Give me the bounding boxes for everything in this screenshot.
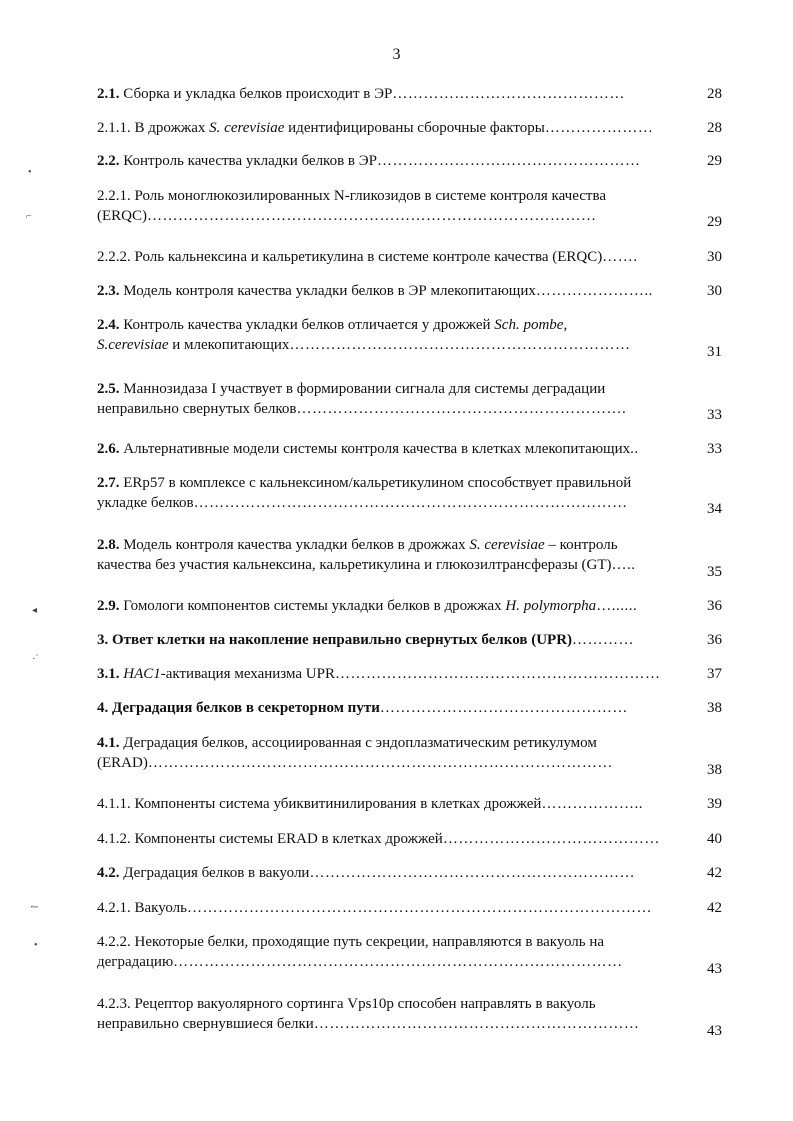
- entry-title-post: – контроль: [544, 537, 618, 553]
- toc-entry: [97, 994, 687, 1034]
- entry-title-cont: деградацию: [97, 954, 174, 970]
- entry-title-cont: (ERAD): [97, 755, 148, 771]
- toc-entry: [97, 630, 687, 650]
- entry-page: 43: [707, 1023, 722, 1039]
- toc-entry: [97, 379, 687, 419]
- entry-page: 28: [707, 86, 722, 102]
- entry-title-pre: Гомологи компонентов системы укладки белков в дрожжах: [123, 598, 506, 614]
- entry-title-post: идентифицированы сборочные факторы: [284, 120, 545, 136]
- entry-title-italic: Sch. pombe: [494, 317, 564, 333]
- leader-dots: …………………: [544, 120, 654, 136]
- entry-title: Компоненты система убиквитинилирования в клетках дрожжей: [134, 796, 542, 812]
- leader-dots: …………………..: [535, 283, 653, 299]
- entry-number: 2.1.1.: [97, 120, 131, 136]
- toc-entry: [97, 151, 687, 171]
- entry-page: 39: [707, 796, 722, 812]
- speck: ⌐: [26, 211, 32, 222]
- entry-page: 33: [707, 407, 722, 423]
- toc-entry: [97, 247, 687, 267]
- entry-title-pre: В дрожжах: [134, 120, 210, 136]
- entry-title-italic: H. polymorpha: [505, 598, 597, 614]
- leader-dots: ………………………………………………………: [309, 865, 635, 881]
- leader-dots: …………: [572, 632, 635, 648]
- leader-dots: …......: [596, 598, 638, 614]
- leader-dots: ……………………………………………………….: [296, 401, 627, 417]
- entry-title-pre: Контроль качества укладки белков отличается у дрожжей: [123, 317, 495, 333]
- entry-title-italic: S. cerevisiae: [209, 120, 285, 136]
- entry-page: 29: [707, 153, 722, 169]
- entry-page: 31: [707, 344, 722, 360]
- entry-number: 3.: [97, 632, 109, 648]
- page-number: 3: [392, 46, 401, 63]
- entry-title: Маннозидаза I участвует в формировании сигнала для системы деградации: [123, 381, 606, 397]
- toc-entry: [97, 733, 687, 773]
- leader-dots: ……………………………………: [442, 831, 660, 847]
- leader-dots: ………………………………………………………………………………: [187, 900, 652, 916]
- entry-page: 37: [707, 666, 722, 682]
- entry-title-post: -активация механизма UPR: [160, 666, 335, 682]
- entry-number: 4.2.2.: [97, 934, 131, 950]
- toc-entry: [97, 698, 687, 718]
- entry-page: 40: [707, 831, 722, 847]
- entry-page: 38: [707, 700, 722, 716]
- entry-title: Ответ клетки на накопление неправильно свернутых белков (UPR): [112, 632, 573, 648]
- entry-page: 28: [707, 120, 722, 136]
- entry-number: 2.4.: [97, 317, 120, 333]
- entry-title: Роль кальнексина и кальретикулина в системе контроле качества (ERQC): [134, 249, 603, 265]
- speck: •: [34, 940, 38, 951]
- entry-title-cont: качества без участия кальнексина, кальретикулина и глюкозилтрансферазы (GT): [97, 557, 612, 573]
- entry-title-italic: HAC1: [123, 666, 161, 682]
- leader-dots: ………………………………………………………………………………: [147, 755, 613, 771]
- entry-number: 2.5.: [97, 381, 120, 397]
- toc-entry: [97, 898, 687, 918]
- toc-entry: [97, 473, 687, 513]
- entry-title: Роль моноглюкозилированных N-гликозидов в системе контроля качества: [134, 188, 607, 204]
- speck: ↼: [30, 902, 39, 913]
- entry-page: 30: [707, 249, 722, 265]
- leader-dots: ………………..: [541, 796, 643, 812]
- speck: •: [28, 167, 32, 178]
- entry-title-italic: S. cerevisiae: [469, 537, 545, 553]
- leader-dots: ………………………………………: [392, 86, 625, 102]
- toc-entry: [97, 535, 687, 575]
- entry-page: 33: [707, 441, 722, 457]
- toc-entry: [97, 439, 687, 459]
- entry-number: 4.2.1.: [97, 900, 131, 916]
- entry-number: 2.2.2.: [97, 249, 131, 265]
- entry-title-cont: укладке белков: [97, 495, 194, 511]
- leader-dots: ……………………………………………………………………………: [147, 208, 597, 224]
- toc-entry: [97, 664, 687, 684]
- entry-number: 2.6.: [97, 441, 120, 457]
- entry-title: Альтернативные модели системы контроля качества в клетках млекопитающих: [123, 441, 631, 457]
- leader-dots: ……………………………………………: [377, 153, 641, 169]
- entry-number: 2.8.: [97, 537, 120, 553]
- entry-page: 34: [707, 501, 722, 517]
- toc-entry: [97, 596, 687, 616]
- entry-number: 4.2.: [97, 865, 120, 881]
- toc-entry: [97, 281, 687, 301]
- leader-dots: …………………………………………………………………………: [193, 495, 628, 511]
- entry-page: 29: [707, 214, 722, 230]
- entry-title: Деградация белков в секреторном пути: [112, 700, 380, 716]
- entry-title-pre: Модель контроля качества укладки белков в дрожжах: [123, 537, 470, 553]
- entry-page: 36: [707, 598, 722, 614]
- entry-page: 42: [707, 900, 722, 916]
- leader-dots: ……………………………………………………………………………: [173, 954, 623, 970]
- toc-entry: [97, 829, 687, 849]
- leader-dots: ..: [630, 441, 639, 457]
- entry-number: 4.1.: [97, 735, 120, 751]
- toc-entry: [97, 84, 687, 104]
- entry-title-italic-2: S.cerevisiae: [97, 337, 169, 353]
- entry-title: Сборка и укладка белков происходит в ЭР: [123, 86, 393, 102]
- entry-number: 2.2.: [97, 153, 120, 169]
- entry-title: Деградация белков, ассоциированная с эндоплазматическим ретикулумом: [123, 735, 597, 751]
- leader-dots: …………………………………………: [379, 700, 628, 716]
- leader-dots: ………………………………………………………: [334, 666, 661, 682]
- toc-entry: [97, 863, 687, 883]
- entry-page: 30: [707, 283, 722, 299]
- entry-title: Некоторые белки, проходящие путь секреции, направляются в вакуоль на: [134, 934, 605, 950]
- entry-page: 42: [707, 865, 722, 881]
- leader-dots: …………………………………………………………: [289, 337, 631, 353]
- entry-number: 2.2.1.: [97, 188, 131, 204]
- leader-dots: …..: [611, 557, 636, 573]
- speck: ◂: [32, 605, 38, 616]
- entry-page: 43: [707, 961, 722, 977]
- entry-title: Вакуоль: [134, 900, 187, 916]
- entry-title-post: ,: [563, 317, 568, 333]
- entry-title-cont: неправильно свернутых белков: [97, 401, 297, 417]
- entry-number: 4.: [97, 700, 109, 716]
- entry-title: Модель контроля качества укладки белков в ЭР млекопитающих: [123, 283, 536, 299]
- toc-entry: [97, 118, 687, 138]
- speck: ·´: [32, 654, 39, 665]
- entry-page: 35: [707, 564, 722, 580]
- entry-title: ERp57 в комплексе с кальнексином/кальретикулином способствует правильной: [123, 475, 632, 491]
- toc-entry: [97, 794, 687, 814]
- entry-number: 4.1.2.: [97, 831, 131, 847]
- entry-number: 4.1.1.: [97, 796, 131, 812]
- toc-entry: [97, 186, 687, 226]
- entry-number: 2.3.: [97, 283, 120, 299]
- entry-number: 2.1.: [97, 86, 120, 102]
- entry-title-post-2: и млекопитающих: [168, 337, 290, 353]
- entry-number: 2.9.: [97, 598, 120, 614]
- entry-number: 4.2.3.: [97, 996, 131, 1012]
- entry-number: 2.7.: [97, 475, 120, 491]
- entry-number: 3.1.: [97, 666, 120, 682]
- entry-title-cont: неправильно свернувшиеся белки: [97, 1016, 314, 1032]
- leader-dots: ………………………………………………………: [313, 1016, 640, 1032]
- entry-title: Контроль качества укладки белков в ЭР: [123, 153, 377, 169]
- entry-page: 36: [707, 632, 722, 648]
- entry-title: Деградация белков в вакуоли: [123, 865, 310, 881]
- entry-page: 38: [707, 762, 722, 778]
- toc-entry: [97, 315, 687, 355]
- entry-title: Рецептор вакуолярного сортинга Vps10p способен направлять в вакуоль: [134, 996, 596, 1012]
- leader-dots: …….: [602, 249, 638, 265]
- entry-title: Компоненты системы ERAD в клетках дрожжей: [134, 831, 443, 847]
- entry-title-cont: (ERQC): [97, 208, 147, 224]
- toc-entry: [97, 932, 687, 972]
